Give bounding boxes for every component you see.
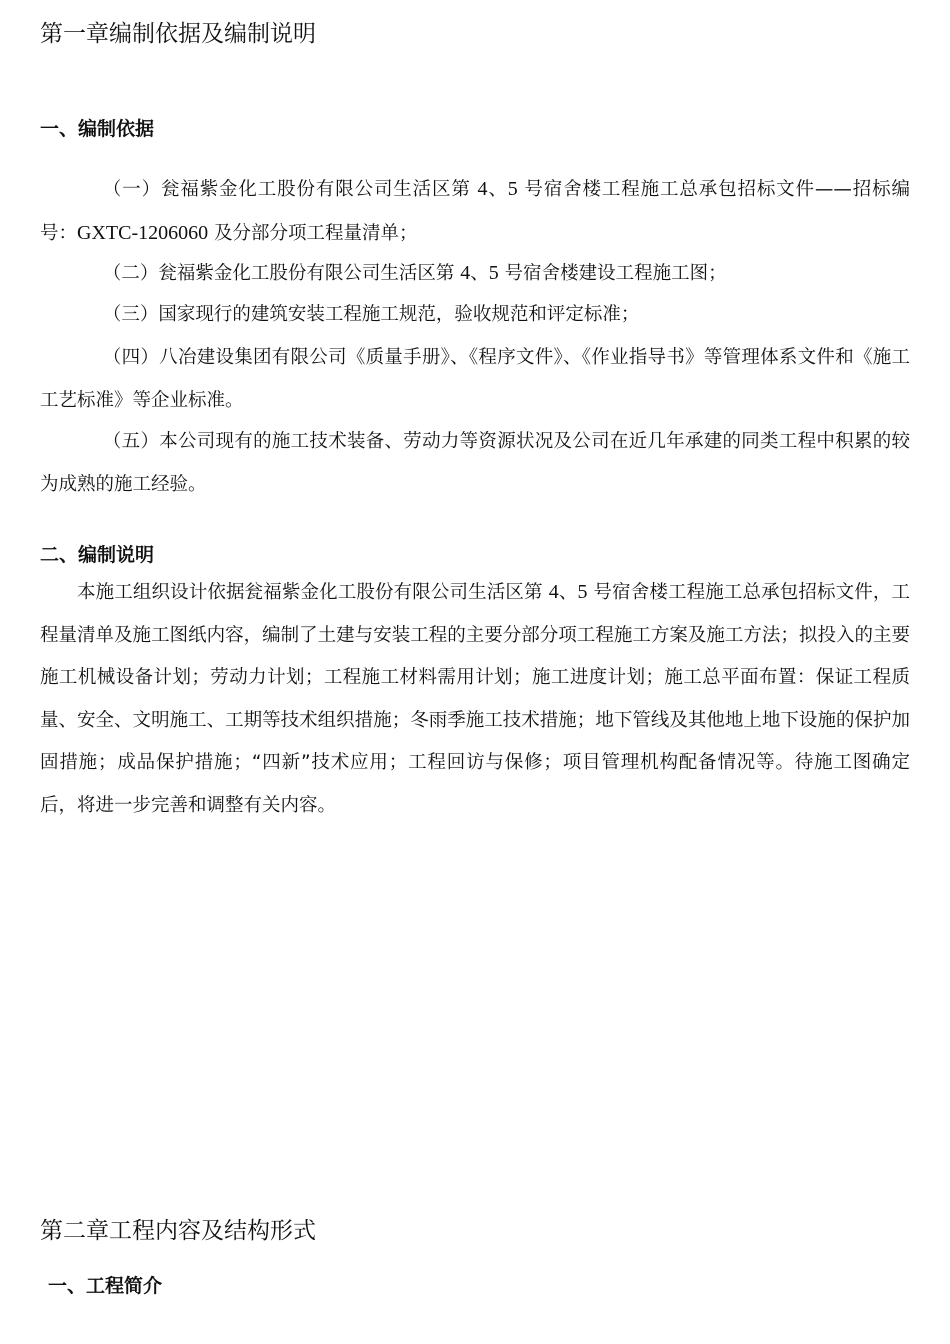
basis-item-2: （二）瓮福紫金化工股份有限公司生活区第 4、5 号宿舍楼建设工程施工图； [102, 262, 727, 284]
section-basis-heading: 一、编制依据 [40, 118, 155, 140]
basis-item-1: （一）瓮福紫金化工股份有限公司生活区第 4、5 号宿舍楼工程施工总承包招标文件——招标编号：GXTC-1206060 及分部分项工程量清单； [40, 178, 910, 244]
basis-item-5: （五）本公司现有的施工技术装备、劳动力等资源状况及公司在近几年承建的同类工程中积累的较为成熟的施工经验。 [40, 431, 910, 495]
notes-paragraph: 本施工组织设计依据瓮福紫金化工股份有限公司生活区第 4、5 号宿舍楼工程施工总承包招标文件，工程量清单及施工图纸内容，编制了土建与安装工程的主要分部分项工程施工方案及施工方法；拟投入的主要施工机械设备计划；劳动力计划；工程施工材料需用计划；施工进度计划；施工总平面布置：保证工程质量、安全、文明施工、工期等技术组织措施；冬雨季施工技术措施；地下管线及其他地上地下设施的保护加固措施；成品保护措施；“四新”技术应用；工程回访与保修；项目管理机构配备情况等。待施工图确定后，将进一步完善和调整有关内容。 [40, 581, 910, 816]
basis-item-4: （四）八冶建设集团有限公司《质量手册》、《程序文件》、《作业指导书》等管理体系文件和《施工工艺标准》等企业标准。 [40, 347, 910, 411]
chapter-2-title: 第二章工程内容及结构形式 [40, 1218, 316, 1244]
section-overview-heading: 一、工程简介 [48, 1275, 163, 1297]
section-notes-heading: 二、编制说明 [40, 544, 155, 566]
basis-item-3: （三）国家现行的建筑安装工程施工规范，验收规范和评定标准； [102, 304, 640, 325]
chapter-1-title: 第一章编制依据及编制说明 [40, 21, 316, 47]
